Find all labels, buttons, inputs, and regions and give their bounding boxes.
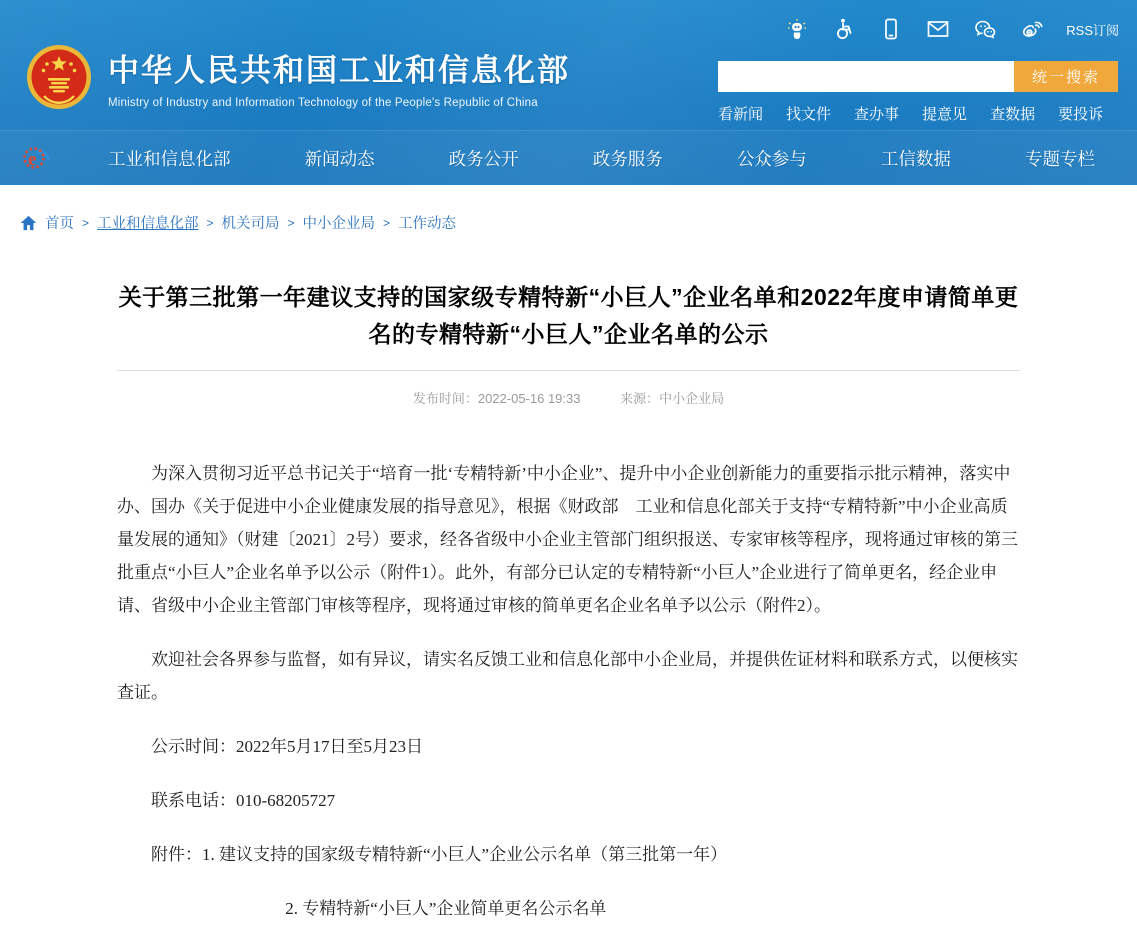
page-title: 关于第三批第一年建议支持的国家级专精特新“小巨人”企业名单和2022年度申请简单更名的专精特新“小巨人”企业名单的公示	[118, 284, 1019, 347]
quick-link-documents[interactable]: 找文件	[786, 106, 832, 123]
nav-item-ministry[interactable]: 工业和信息化部	[108, 148, 231, 169]
breadcrumb-sme-bureau[interactable]: 中小企业局	[302, 216, 376, 232]
nav-item-special-columns[interactable]: 专题专栏	[1024, 148, 1095, 169]
paragraph-supervision: 欢迎社会各界参与监督，如有异议，请实名反馈工业和信息化部中小企业局，并提供佐证材料和联系方式，以便核实查证。	[117, 650, 1018, 702]
article	[117, 279, 1020, 925]
quick-link-services[interactable]: 查办事	[854, 106, 900, 123]
gov-e-logo-icon	[18, 142, 60, 174]
search-button[interactable]: 统一搜索	[1014, 61, 1118, 92]
breadcrumb-work-trends[interactable]: 工作动态	[398, 216, 457, 232]
utility-bar	[784, 16, 1119, 42]
breadcrumb-separator: >	[287, 215, 295, 230]
logo-block	[26, 44, 570, 110]
site-header	[0, 0, 1137, 185]
home-icon[interactable]	[20, 215, 37, 231]
breadcrumb-separator: >	[206, 215, 214, 230]
source: 来源：中小企业局	[620, 391, 725, 406]
search-input[interactable]	[718, 61, 1014, 92]
svg-text:e: e	[28, 149, 37, 170]
breadcrumb	[0, 185, 1137, 233]
paragraph-publicity-period: 公示时间：2022年5月17日至5月23日	[151, 737, 423, 756]
site-title: 中华人民共和国工业和信息化部	[108, 53, 570, 88]
attachment-1: 附件：1. 建议支持的国家级专精特新“小巨人”企业公示名单（第三批第一年）	[151, 845, 728, 864]
logo-text	[108, 45, 570, 109]
mail-icon[interactable]	[925, 16, 951, 42]
ai-assistant-icon[interactable]	[784, 16, 810, 42]
national-emblem-logo	[26, 44, 92, 110]
breadcrumb-departments[interactable]: 机关司局	[221, 216, 280, 232]
nav-item-news[interactable]: 新闻动态	[304, 148, 375, 169]
quick-link-feedback[interactable]: 提意见	[922, 106, 968, 123]
quick-link-data[interactable]: 查数据	[990, 106, 1036, 123]
title-divider	[117, 370, 1020, 371]
rss-link[interactable]: RSS订阅	[1066, 22, 1119, 38]
quick-link-news[interactable]: 看新闻	[718, 106, 764, 123]
nav-items	[108, 146, 1137, 171]
nav-item-gov-services[interactable]: 政务服务	[592, 148, 663, 169]
accessibility-icon[interactable]	[831, 16, 857, 42]
nav-item-miit-data[interactable]: 工信数据	[880, 148, 951, 169]
nav-item-gov-affairs[interactable]: 政务公开	[448, 148, 519, 169]
breadcrumb-separator: >	[82, 215, 90, 230]
main-nav	[0, 130, 1137, 185]
search-area	[718, 61, 1118, 124]
mobile-icon[interactable]	[878, 16, 904, 42]
weibo-icon[interactable]	[1019, 16, 1045, 42]
wechat-icon[interactable]	[972, 16, 998, 42]
breadcrumb-ministry[interactable]: 工业和信息化部	[97, 216, 199, 232]
paragraph-main: 为深入贯彻习近平总书记关于“培育一批‘专精特新’中小企业”、提升中小企业创新能力的重要指示批示精神，落实中办、国办《关于促进中小企业健康发展的指导意见》，根据《财政部 工业和信息化部关于支持“专精特新”中小企业高质量发展的通知》（财建〔2021〕2号）要求，经各省级中小企业主管部门组织报送、专家审核等程序，现将通过审核的第三批重点“小巨人”企业名单予以公示（附件1）。此外，有部分已认定的专精特新“小巨人”企业进行了简单更名，经企业申请、省级中小企业主管部门审核等程序，现将通过审核的简单更名企业名单予以公示（附件2）。	[117, 464, 1018, 615]
attachment-2: 2. 专精特新“小巨人”企业简单更名公示名单	[285, 899, 607, 918]
paragraph-contact-phone: 联系电话：010-68205727	[151, 791, 336, 810]
breadcrumb-separator: >	[383, 215, 391, 230]
site-subtitle: Ministry of Industry and Information Technology of the People's Republic of China	[108, 97, 538, 109]
publish-time: 发布时间：2022-05-16 19:33	[412, 391, 581, 406]
search-bar	[718, 61, 1118, 92]
nav-item-participation[interactable]: 公众参与	[736, 148, 807, 169]
breadcrumb-home[interactable]: 首页	[45, 216, 74, 232]
article-body	[117, 457, 1020, 925]
quick-links	[718, 103, 1118, 124]
article-meta	[117, 388, 1020, 407]
quick-link-complaint[interactable]: 要投诉	[1058, 106, 1104, 123]
